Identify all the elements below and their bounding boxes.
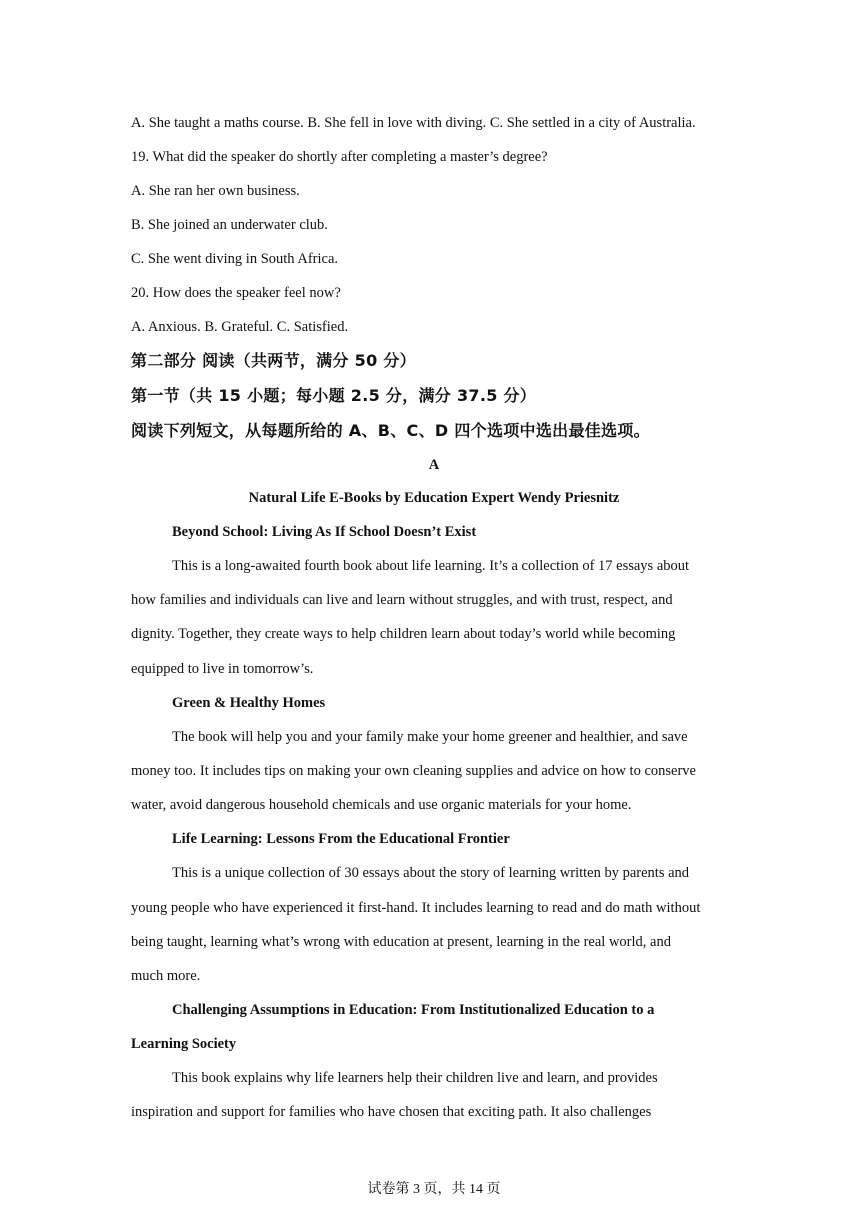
q19-option-b: B. She joined an underwater club.: [131, 217, 328, 233]
page-footer: 试卷第 3 页，共 14 页: [367, 1182, 501, 1197]
book-title: Life Learning: Lessons From the Educational Frontier: [172, 831, 510, 847]
book-title-continued: Learning Society: [131, 1036, 237, 1052]
book-title: Green & Healthy Homes: [172, 695, 326, 711]
q19-option-c: C. She went diving in South Africa.: [131, 251, 339, 267]
book-description-line: dignity. Together, they create ways to help children learn about today’s world while becoming: [131, 626, 676, 642]
book-description-line: This is a long-awaited fourth book about life learning. It’s a collection of 17 essays about: [172, 558, 690, 574]
q19-question: 19. What did the speaker do shortly after completing a master’s degree?: [131, 149, 548, 165]
book-description-line: how families and individuals can live and learn without struggles, and with trust, respect, and: [131, 592, 673, 608]
book-description-line: equipped to live in tomorrow’s.: [131, 661, 314, 677]
book-description-line: money too. It includes tips on making your own cleaning supplies and advice on how to conserve: [131, 763, 696, 779]
section-heading: 第一节（共 15 小题；每小题 2.5 分，满分 37.5 分）: [131, 386, 537, 405]
q19-option-a: A. She ran her own business.: [131, 183, 300, 199]
reading-instruction: 阅读下列短文，从每题所给的 A、B、C、D 四个选项中选出最佳选项。: [131, 421, 650, 440]
book-description-line: This book explains why life learners help their children live and learn, and provides: [172, 1070, 658, 1086]
q20-question: 20. How does the speaker feel now?: [131, 285, 341, 301]
book-title: Challenging Assumptions in Education: From Institutionalized Education to a: [172, 1002, 655, 1018]
book-title: Beyond School: Living As If School Doesn’t Exist: [172, 524, 477, 540]
book-description-line: inspiration and support for families who have chosen that exciting path. It also challenges: [131, 1104, 652, 1120]
book-description-line: young people who have experienced it first-hand. It includes learning to read and do math without: [131, 900, 701, 916]
book-description-line: water, avoid dangerous household chemicals and use organic materials for your home.: [131, 797, 632, 813]
q18-options: A. She taught a maths course. B. She fell in love with diving. C. She settled in a city of Australia.: [131, 115, 696, 131]
book-description-line: The book will help you and your family make your home greener and healthier, and save: [172, 729, 688, 745]
book-description-line: This is a unique collection of 30 essays about the story of learning written by parents and: [172, 865, 690, 881]
passage-title: Natural Life E-Books by Education Expert Wendy Priesnitz: [248, 490, 620, 506]
book-description-line: much more.: [131, 968, 201, 984]
book-description-line: being taught, learning what’s wrong with education at present, learning in the real world, and: [131, 934, 671, 950]
passage-letter: A: [428, 457, 440, 473]
q20-options: A. Anxious. B. Grateful. C. Satisfied.: [131, 319, 349, 335]
part-heading: 第二部分 阅读（共两节，满分 50 分）: [131, 351, 416, 370]
